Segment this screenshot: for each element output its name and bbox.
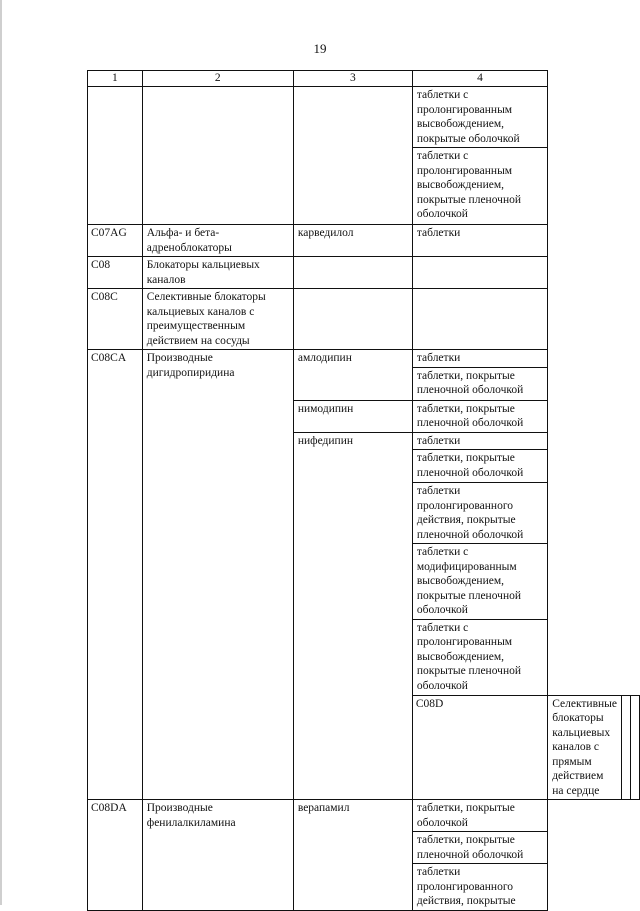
group-name-cell: Производные фенилалкиламина [142, 800, 293, 911]
form-cell: таблетки с пролонгированным высвобождением, покрытые пленочной оболочкой [412, 148, 547, 225]
group-name-cell: Селективные блокаторы кальциевых каналов с прямым действием на сердце [548, 695, 622, 800]
header-col-2: 2 [142, 71, 293, 87]
atc-code-cell: C08C [88, 289, 143, 350]
atc-code-cell: C08D [412, 695, 547, 800]
form-cell: таблетки пролонгированного действия, покрытые пленочной оболочкой [412, 483, 547, 544]
table-row [88, 257, 640, 289]
header-col-4: 4 [412, 71, 547, 87]
table-row [88, 289, 640, 350]
form-cell: таблетки, покрытые пленочной оболочкой [412, 367, 547, 400]
form-cell: таблетки с пролонгированным высвобождением, покрытые пленочной оболочкой [412, 619, 547, 695]
drug-name-cell [293, 289, 412, 350]
table-row [88, 87, 640, 148]
drug-name-cell: амлодипин [293, 350, 412, 401]
medication-table [87, 70, 640, 911]
drug-name-cell [622, 695, 631, 800]
code-cell [88, 87, 143, 225]
table-row [88, 350, 640, 368]
form-cell: таблетки, покрытые пленочной оболочкой [412, 400, 547, 432]
form-cell: таблетки, покрытые пленочной оболочкой [412, 832, 547, 864]
drug-cell [293, 87, 412, 225]
table-row [88, 225, 640, 257]
form-cell: таблетки [412, 350, 547, 368]
atc-code-cell: C08CA [88, 350, 143, 800]
header-col-3: 3 [293, 71, 412, 87]
table-row [88, 800, 640, 832]
group-name-cell: Блокаторы кальциевых каналов [142, 257, 293, 289]
group-name-cell: Альфа- и бета-адреноблокаторы [142, 225, 293, 257]
drug-name-cell [293, 257, 412, 289]
form-cell: таблетки, покрытые пленочной оболочкой [412, 450, 547, 483]
drug-name-cell: карведилол [293, 225, 412, 257]
form-cell: таблетки с пролонгированным высвобождением, покрытые оболочкой [412, 87, 547, 148]
form-cell: таблетки, покрытые оболочкой [412, 800, 547, 832]
drug-name-cell: нифедипин [293, 432, 412, 800]
form-cell: таблетки [412, 225, 547, 257]
form-cell: таблетки с модифицированным высвобождением, покрытые пленочной оболочкой [412, 544, 547, 620]
page-number: 19 [313, 41, 327, 56]
group-cell [142, 87, 293, 225]
form-cell [631, 695, 640, 800]
form-cell: таблетки пролонгированного действия, покрытые [412, 864, 547, 911]
atc-code-cell: C08DA [88, 800, 143, 911]
group-name-cell: Селективные блокаторы кальциевых каналов с преимущественным действием на сосуды [142, 289, 293, 350]
page-edge-line [0, 0, 2, 905]
atc-code-cell: C08 [88, 257, 143, 289]
group-name-cell: Производные дигидропиридина [142, 350, 293, 800]
form-cell: таблетки [412, 432, 547, 450]
form-cell [412, 257, 547, 289]
form-cell [412, 289, 547, 350]
table-header-row [88, 71, 640, 87]
drug-name-cell: верапамил [293, 800, 412, 911]
drug-name-cell: нимодипин [293, 400, 412, 432]
atc-code-cell: C07AG [88, 225, 143, 257]
header-col-1: 1 [88, 71, 143, 87]
